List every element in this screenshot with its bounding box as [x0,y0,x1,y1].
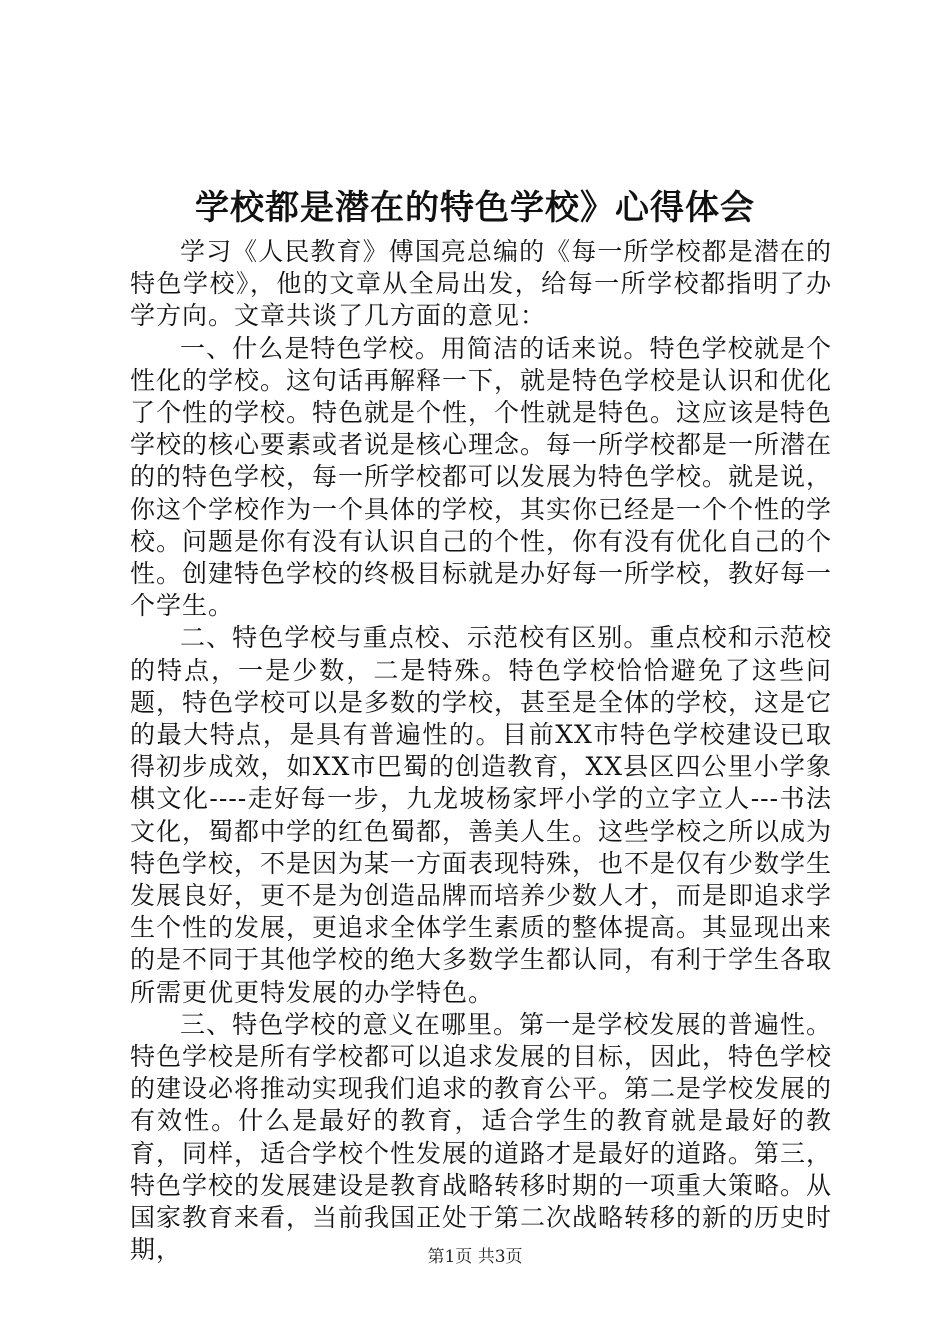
document-body [130,236,832,1267]
paragraph-section-1: 一、什么是特色学校。用简洁的话来说。特色学校就是个性化的学校。这句话再解释一下，就是特色学校是认识和优化了个性的学校。特色就是个性，个性就是特色。这应该是特色学校的核心要素或者说是核心理念。每一所学校都是一所潜在的的特色学校，每一所学校都可以发展为特色学校。就是说，你这个学校作为一个具体的学校，其实你已经是一个个性的学校。问题是你有没有认识自己的个性，你有没有优化自己的个性。创建特色学校的终极目标就是办好每一所学校，教好每一个学生。 [130,333,833,621]
page-number-footer: 第1页 共3页 [427,1247,523,1267]
paragraph-intro: 学习《人民教育》傅国亮总编的《每一所学校都是潜在的特色学校》，他的文章从全局出发，给每一所学校都指明了办学方向。文章共谈了几方面的意见： [130,237,832,331]
paragraph-section-3: 三、特色学校的意义在哪里。第一是学校发展的普遍性。特色学校是所有学校都可以追求发展的目标，因此，特色学校的建设必将推动实现我们追求的教育公平。第二是学校发展的有效性。什么是最好的教育，适合学生的教育就是最好的教育，同样，适合学校个性发展的道路才是最好的道路。第三，特色学校的发展建设是教育战略转移时期的一项重大策略。从国家教育来看，当前我国正处于第二次战略转移的新的历史时期， [130,1009,833,1265]
document-title: 学校都是潜在的特色学校》心得体会 [195,188,755,228]
paragraph-section-2: 二、特色学校与重点校、示范校有区别。重点校和示范校的特点，一是少数，二是特殊。特色学校恰恰避免了这些问题，特色学校可以是多数的学校，甚至是全体的学校，这是它的最大特点，是具有普遍性的。目前XX市特色学校建设已取得初步成效，如XX市巴蜀的创造教育，XX县区四公里小学象棋文化----走好每一步，九龙坡杨家坪小学的立字立人---书法文化，蜀都中学的红色蜀都，善美人生。这些学校之所以成为特色学校，不是因为某一方面表现特殊，也不是仅有少数学生发展良好，更不是为创造品牌而培养少数人才，而是即追求学生个性的发展，更追求全体学生素质的整体提高。其显现出来的是不同于其他学校的绝大多数学生都认同，有利于学生各取所需更优更特发展的办学特色。 [130,623,833,1007]
